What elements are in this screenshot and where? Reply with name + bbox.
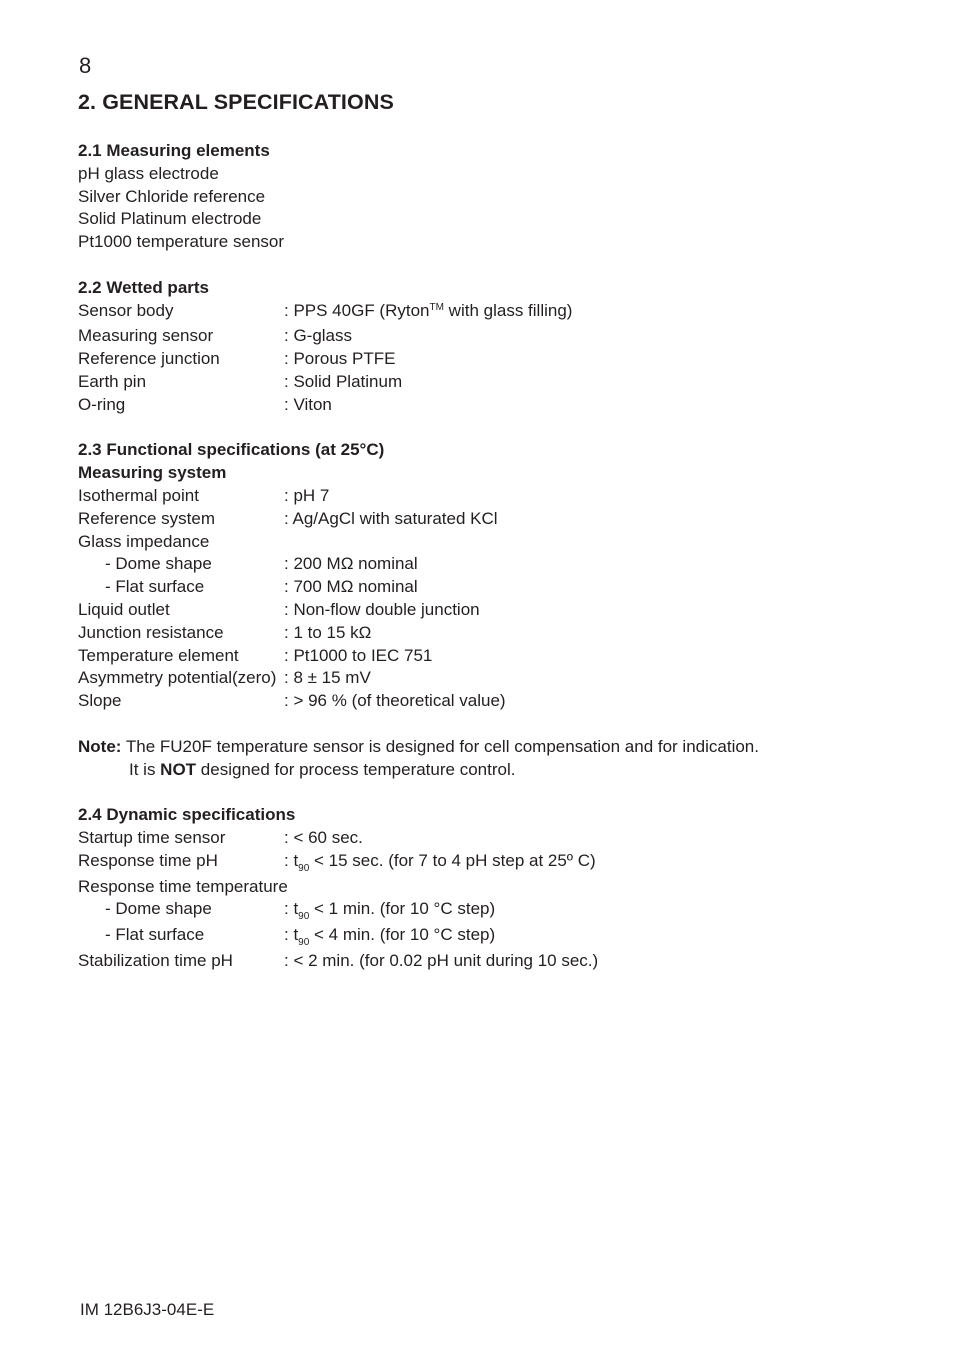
spec-value: : $t_{90} < 1$ min. (for 10 °C step): [284, 899, 496, 923]
spec-label: Stabilization time pH: [78, 950, 233, 970]
spec-row: [78, 924, 898, 950]
note-label: Note:: [78, 736, 122, 756]
page-number: 8: [79, 53, 92, 78]
spec-value: : $t_{90} < 4$ min. (for 10 °C step): [284, 925, 496, 949]
spec-value: : Pt1000 to IEC 751: [284, 645, 433, 665]
list-item: Silver Chloride reference: [78, 186, 266, 206]
spec-label: - Flat surface: [105, 577, 205, 597]
spec-row: [78, 950, 898, 973]
spec-value: : 700 MΩ nominal: [284, 577, 418, 597]
spec-row: [78, 300, 898, 326]
spec-row: [78, 553, 898, 576]
note-paragraph: [78, 736, 898, 782]
spec-row: [78, 531, 898, 554]
subheading-measuring-system: Measuring system: [78, 463, 227, 483]
spec-row: [78, 325, 898, 348]
spec-label: Earth pin: [78, 371, 147, 391]
spec-label: - Flat surface: [105, 925, 205, 945]
spec-row: [78, 508, 898, 531]
spec-value: : Solid Platinum: [284, 371, 403, 391]
spec-row: [78, 667, 898, 690]
spec-value: : 1 to 15 kΩ: [284, 622, 372, 642]
document-code: IM 12B6J3-04E-E: [80, 1300, 215, 1319]
spec-label: Slope: [78, 691, 122, 711]
spec-row: [78, 827, 898, 850]
spec-value: : 200 MΩ nominal: [284, 554, 418, 574]
spec-label: - Dome shape: [105, 899, 212, 919]
spec-label: Response time temperature: [78, 876, 288, 896]
section-heading-functional-specs: 2.3 Functional specifications (at 25°C): [78, 440, 385, 460]
spec-value: : < 2 min. (for 0.02 pH unit during 10 sec.): [284, 950, 599, 970]
spec-label: Startup time sensor: [78, 827, 226, 847]
spec-label: Temperature element: [78, 645, 239, 665]
spec-label: Sensor body: [78, 300, 174, 320]
section-heading-wetted-parts: 2.2 Wetted parts: [78, 277, 210, 297]
spec-row: [78, 898, 898, 924]
page-title: 2. GENERAL SPECIFICATIONS: [78, 90, 394, 114]
spec-row: [78, 599, 898, 622]
spec-row: [78, 622, 898, 645]
list-item: Solid Platinum electrode: [78, 209, 262, 229]
spec-label: Reference junction: [78, 349, 220, 369]
spec-label: Asymmetry potential(zero): [78, 668, 277, 688]
spec-label: - Dome shape: [105, 554, 212, 574]
spec-row: [78, 576, 898, 599]
spec-row: [78, 394, 898, 417]
spec-value: : < 60 sec.: [284, 827, 363, 847]
subscript: 90: [298, 937, 310, 949]
spec-row: [78, 690, 898, 713]
note-text: designed for process temperature control.: [196, 759, 516, 779]
spec-label: O-ring: [78, 394, 126, 414]
spec-value: : G-glass: [284, 326, 353, 346]
spec-value: : 8 ± 15 mV: [284, 668, 371, 688]
spec-row: [78, 485, 898, 508]
spec-label: Glass impedance: [78, 531, 210, 551]
spec-row: [78, 371, 898, 394]
list-item: Pt1000 temperature sensor: [78, 232, 285, 252]
spec-value: : $t_{90} < 15$ sec. (for 7 to 4 pH step at 25º C): [284, 850, 596, 874]
spec-value: : Viton: [284, 394, 332, 414]
spec-label: Junction resistance: [78, 622, 224, 642]
spec-value: : Non-flow double junction: [284, 599, 480, 619]
spec-row: [78, 645, 898, 668]
subscript: 90: [298, 862, 310, 874]
spec-value: : PPS 40GF (Ryton™ with glass filling): [284, 300, 573, 320]
spec-value: : Ag/AgCl with saturated KCl: [284, 508, 498, 528]
spec-label: Isothermal point: [78, 485, 199, 505]
spec-label: Response time pH: [78, 850, 218, 870]
note-text: The FU20F temperature sensor is designed for cell compensation and for indication.: [121, 736, 759, 756]
spec-label: Reference system: [78, 508, 215, 528]
list-item: pH glass electrode: [78, 163, 219, 183]
spec-value: : > 96 % (of theoretical value): [284, 691, 506, 711]
spec-label: Measuring sensor: [78, 326, 214, 346]
spec-value: : Porous PTFE: [284, 349, 396, 369]
note-text: It is: [129, 759, 161, 779]
spec-row: [78, 876, 898, 899]
trademark-sup: TM: [429, 301, 444, 313]
section-heading-measuring-elements: 2.1 Measuring elements: [78, 141, 270, 160]
spec-row: [78, 850, 898, 876]
note-emphasis: NOT: [160, 759, 197, 779]
spec-row: [78, 348, 898, 371]
spec-value: : pH 7: [284, 485, 330, 505]
section-heading-dynamic-specs: 2.4 Dynamic specifications: [78, 805, 296, 825]
subscript: 90: [298, 911, 310, 923]
spec-content: [78, 140, 898, 973]
spec-label: Liquid outlet: [78, 599, 170, 619]
